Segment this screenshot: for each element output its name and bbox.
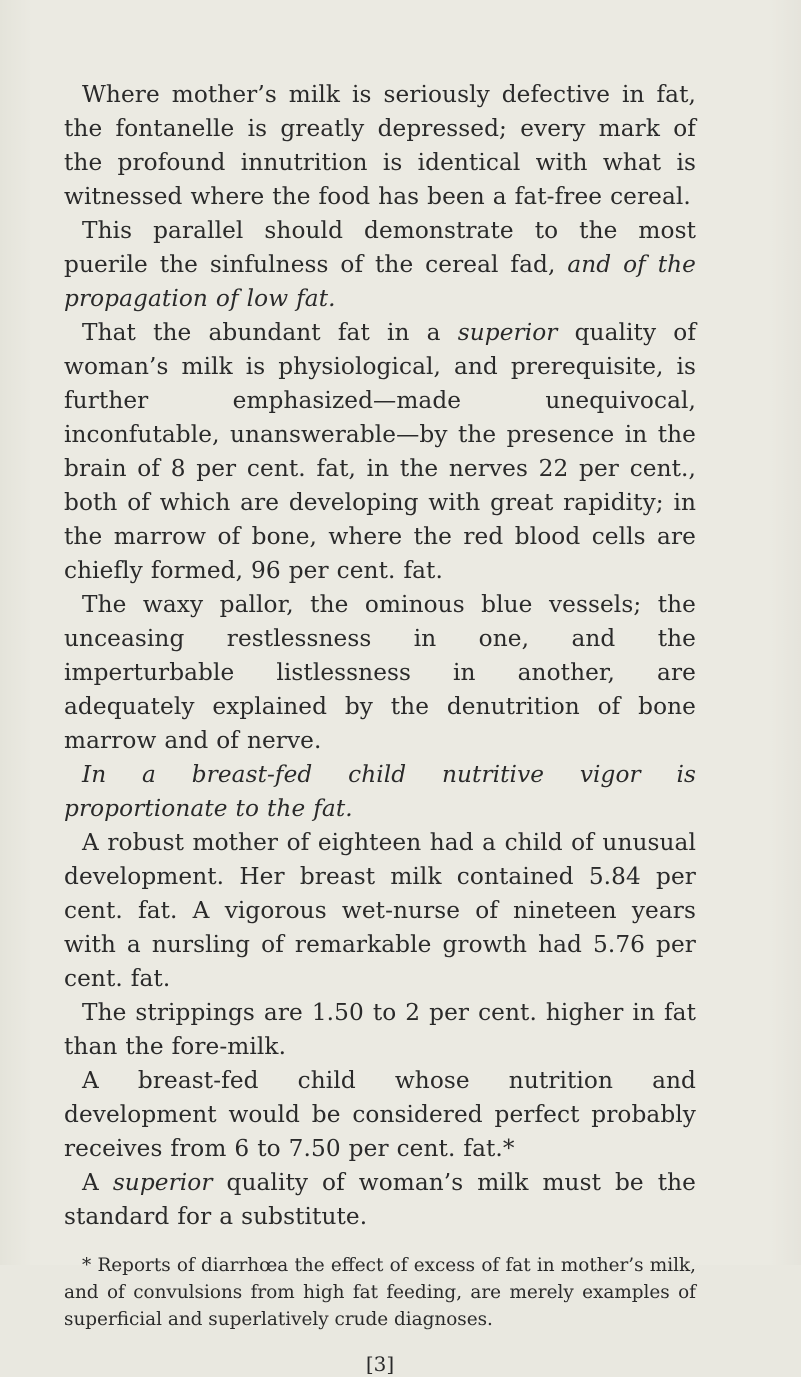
paragraph-6 — [64, 826, 696, 996]
body-text — [64, 78, 696, 1234]
paragraph-9 — [64, 1166, 696, 1234]
paragraph-8 — [64, 1064, 696, 1166]
paragraph-6-text: A robust mother of eighteen had a child of unusual development. Her breast milk contained 5.84 per cent. fat. A vigorous wet-nurse of nineteen years with a nursling of remarkable growth had 5.76 per cent. fat. — [64, 829, 696, 992]
paragraph-3-italic: superior — [457, 319, 558, 346]
page-number: [3] — [365, 1352, 395, 1377]
paragraph-4-text: The waxy pallor, the ominous blue vessels; the unceasing restlessness in one, and the imperturbable listlessness in another, are adequately explained by the denutrition of bone marrow and of nerve. — [64, 591, 696, 754]
paragraph-7 — [64, 996, 696, 1064]
paragraph-8-text: A breast-fed child whose nutrition and development would be considered perfect probably receives from 6 to 7.50 per cent. fat.* — [64, 1067, 696, 1162]
paragraph-2-italic: and of the propagation of low fat. — [64, 251, 697, 312]
paragraph-9-tail: quality of woman’s milk must be the standard for a substitute. — [64, 1169, 696, 1230]
paragraph-9-text: A — [82, 1169, 113, 1196]
paragraph-2-text: This parallel should demonstrate to the most puerile the sinfulness of the cereal fad, — [64, 217, 696, 278]
paragraph-5 — [64, 758, 696, 826]
paragraph-1 — [64, 78, 696, 214]
paragraph-2 — [64, 214, 696, 316]
footnote: * Reports of diarrhœa the effect of excess of fat in mother’s milk, and of convulsions from high fat feeding, are merely examples of superficial and superlatively crude diagnoses. — [64, 1255, 696, 1330]
paragraph-9-italic: superior — [112, 1169, 213, 1196]
paragraph-1-text: Where mother’s milk is seriously defective in fat, the fontanelle is greatly depressed; every mark of the profound innutrition is identical with what is witnessed where the food has been a fat-free cereal. — [64, 81, 696, 210]
paragraph-3 — [64, 316, 696, 588]
paragraph-3-text: That the abundant fat in a — [82, 319, 458, 346]
paragraph-7-text: The strippings are 1.50 to 2 per cent. higher in fat than the fore-milk. — [64, 999, 696, 1060]
paragraph-5-italic: In a breast-fed child nutritive vigor is proportionate to the fat. — [64, 761, 696, 822]
paragraph-3-tail: quality of woman’s milk is physiological, and prerequisite, is further emphasized—made unequivocal, inconfutable, unanswerable—by the presence in the brain of 8 per cent. fat, in the nerves 22 per cent., both of which are developing with great rapidity; in the marrow of bone, where the red blood cells are chiefly formed, 96 per cent. fat. — [64, 319, 697, 584]
paragraph-4 — [64, 588, 696, 758]
